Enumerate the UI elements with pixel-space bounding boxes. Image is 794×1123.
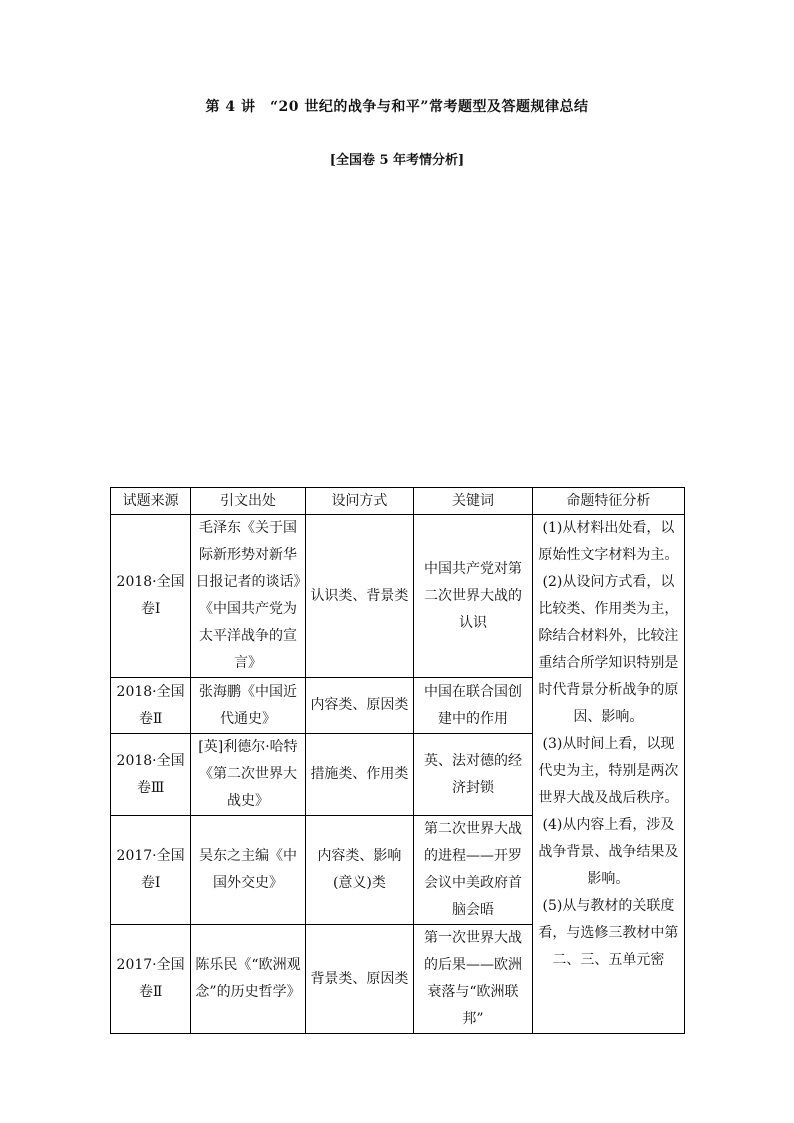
analysis-point: (4)从内容上看，涉及战争背景、战争结果及影响。 — [538, 817, 679, 887]
keyword-cell: 英、法对德的经济封锁 — [414, 734, 533, 816]
analysis-point: (2)从设问方式看，以比较类、作用类为主，除结合材料外，比较注重结合所学知识特别是时代背景分析战争的原因、影响。 — [538, 574, 679, 725]
table-header-row — [111, 488, 685, 515]
exam-analysis-table — [110, 487, 685, 1034]
question-type-cell: 措施类、作用类 — [305, 734, 413, 816]
header-analysis: 命题特征分析 — [532, 488, 684, 515]
question-type-cell: 认识类、背景类 — [305, 515, 413, 678]
analysis-point: (3)从时间上看，以现代史为主，特别是两次世界大战及战后秩序。 — [538, 736, 679, 806]
page-title: 第 4 讲 “20 世纪的战争与和平”常考题型及答题规律总结 — [205, 99, 589, 115]
source-cell: 2017·全国卷Ⅱ — [111, 925, 191, 1034]
citation-cell: 陈乐民《“欧洲观念”的历史哲学》 — [191, 925, 306, 1034]
header-citation: 引文出处 — [191, 488, 306, 515]
analysis-point: (1)从材料出处看，以原始性文字材料为主。 — [538, 520, 679, 563]
question-type-cell: 内容类、原因类 — [305, 678, 413, 734]
keyword-cell: 第二次世界大战的进程——开罗会议中美政府首脑会晤 — [414, 816, 533, 925]
source-cell: 2017·全国卷Ⅰ — [111, 816, 191, 925]
header-keyword: 关键词 — [414, 488, 533, 515]
citation-cell: 吴东之主编《中国外交史》 — [191, 816, 306, 925]
question-type-cell: 背景类、原因类 — [305, 925, 413, 1034]
keyword-cell: 第一次世界大战的后果——欧洲衰落与“欧洲联邦” — [414, 925, 533, 1034]
analysis-cell — [532, 515, 684, 1034]
citation-cell: 张海鹏《中国近代通史》 — [191, 678, 306, 734]
keyword-cell: 中国在联合国创建中的作用 — [414, 678, 533, 734]
source-cell: 2018·全国卷Ⅰ — [111, 515, 191, 678]
section-subtitle: [全国卷 5 年考情分析] — [329, 153, 465, 168]
table-row — [111, 515, 685, 678]
citation-cell: 毛泽东《关于国际新形势对新华日报记者的谈话》《中国共产党为太平洋战争的宣言》 — [191, 515, 306, 678]
header-source: 试题来源 — [111, 488, 191, 515]
source-cell: 2018·全国卷Ⅱ — [111, 678, 191, 734]
keyword-cell: 中国共产党对第二次世界大战的认识 — [414, 515, 533, 678]
source-cell: 2018·全国卷Ⅲ — [111, 734, 191, 816]
analysis-list — [537, 515, 680, 981]
citation-cell: [英]利德尔·哈特《第二次世界大战史》 — [191, 734, 306, 816]
question-type-cell: 内容类、影响(意义)类 — [305, 816, 413, 925]
analysis-point: (5)从与教材的关联度看，与选修三教材中第二、三、五单元密 — [538, 898, 679, 968]
header-question-type: 设问方式 — [305, 488, 413, 515]
